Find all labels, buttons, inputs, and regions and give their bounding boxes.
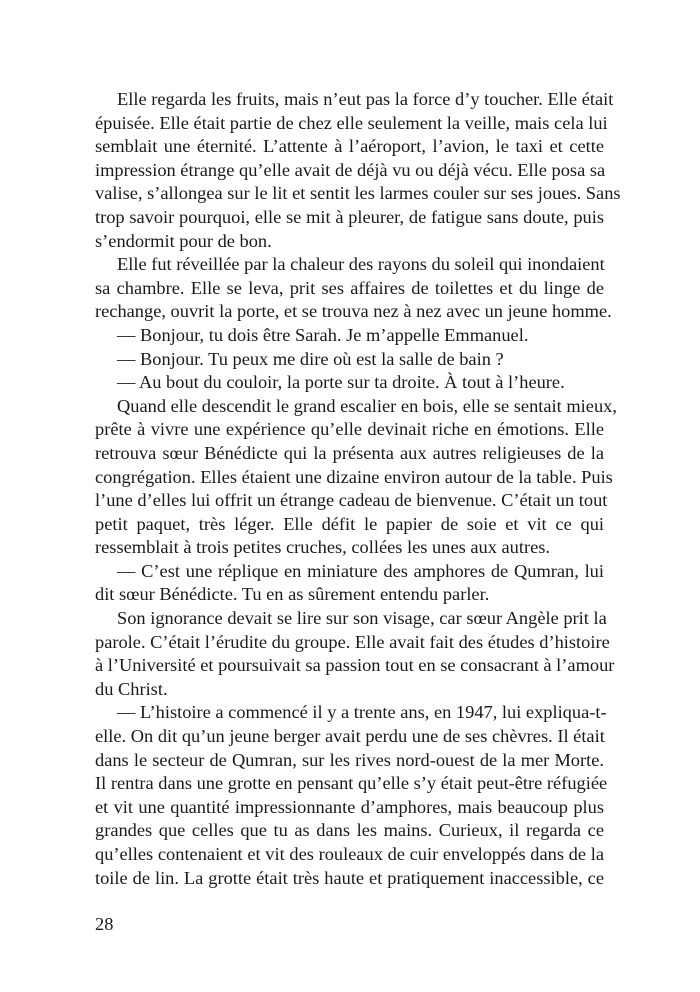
text-line: Elle fut réveillée par la chaleur des rayons du soleil qui inondaient — [117, 254, 605, 275]
text-line: l’une d’elles lui offrit un étrange cadeau de bienvenue. C’était un tout — [95, 490, 608, 511]
text-line: toile de lin. La grotte était très haute et pratiquement inaccessible, ce — [95, 867, 604, 888]
text-line: parole. C’était l’érudite du groupe. Elle avait fait des études d’histoire — [95, 631, 610, 652]
text-line: — L’histoire a commencé il y a trente ans, en 1947, lui expliqua-t- — [117, 702, 607, 723]
text-line: semblait une éternité. L’attente à l’aéroport, l’avion, le taxi et cette — [95, 136, 604, 157]
text-line: — C’est une réplique en miniature des amphores de Qumran, lui — [117, 560, 604, 581]
page-body-text — [95, 88, 621, 890]
text-line: épuisée. Elle était partie de chez elle seulement la veille, mais cela lui — [95, 112, 608, 133]
text-line: à l’Université et poursuivait sa passion tout en se consacrant à l’amour — [95, 655, 615, 676]
text-line: du Christ. — [95, 678, 168, 699]
text-line: trop savoir pourquoi, elle se mit à pleurer, de fatigue sans doute, puis — [95, 206, 604, 227]
text-line: grandes que celles que tu as dans les mains. Curieux, il regarda ce — [95, 820, 604, 841]
text-line: Il rentra dans une grotte en pensant qu’elle s’y était peut-être réfugiée — [95, 773, 608, 794]
text-line: dit sœur Bénédicte. Tu en as sûrement entendu parler. — [95, 584, 490, 605]
text-line: elle. On dit qu’un jeune berger avait perdu une de ses chèvres. Il était — [95, 726, 605, 747]
text-line: valise, s’allongea sur le lit et sentit les larmes couler sur ses joues. Sans — [95, 183, 621, 204]
text-line: s’endormit pour de bon. — [95, 230, 272, 251]
text-line: congrégation. Elles étaient une dizaine environ autour de la table. Puis — [95, 466, 613, 487]
text-line: — Au bout du couloir, la porte sur ta droite. À tout à l’heure. — [117, 372, 565, 393]
text-line: prête à vivre une expérience qu’elle devinait riche en émotions. Elle — [95, 419, 604, 440]
text-line: — Bonjour, tu dois être Sarah. Je m’appelle Emmanuel. — [117, 324, 529, 345]
text-line: qu’elles contenaient et vit des rouleaux de cuir enveloppés dans de la — [95, 844, 604, 864]
text-line: retrouva sœur Bénédicte qui la présenta aux autres religieuses de la — [95, 442, 604, 463]
text-line: sa chambre. Elle se leva, prit ses affaires de toilettes et du linge de — [95, 277, 604, 298]
text-line: impression étrange qu’elle avait de déjà vu ou déjà vécu. Elle posa sa — [95, 159, 606, 180]
text-line: Son ignorance devait se lire sur son visage, car sœur Angèle prit la — [117, 608, 607, 629]
text-line: Quand elle descendit le grand escalier en bois, elle se sentait mieux, — [117, 395, 617, 416]
page-number: 28 — [95, 914, 114, 934]
text-line: rechange, ouvrit la porte, et se trouva nez à nez avec un jeune homme. — [95, 301, 612, 322]
text-line: Elle regarda les fruits, mais n’eut pas la force d’y toucher. Elle était — [117, 89, 614, 109]
text-line: dans le secteur de Qumran, sur les rives nord-ouest de la mer Morte. — [95, 749, 604, 770]
text-line: ressemblait à trois petites cruches, collées les unes aux autres. — [95, 537, 551, 558]
text-line: petit paquet, très léger. Elle défit le papier de soie et vit ce qui — [95, 513, 604, 534]
text-line: — Bonjour. Tu peux me dire où est la salle de bain ? — [117, 348, 504, 369]
text-line: et vit une quantité impressionnante d’amphores, mais beaucoup plus — [95, 796, 604, 817]
